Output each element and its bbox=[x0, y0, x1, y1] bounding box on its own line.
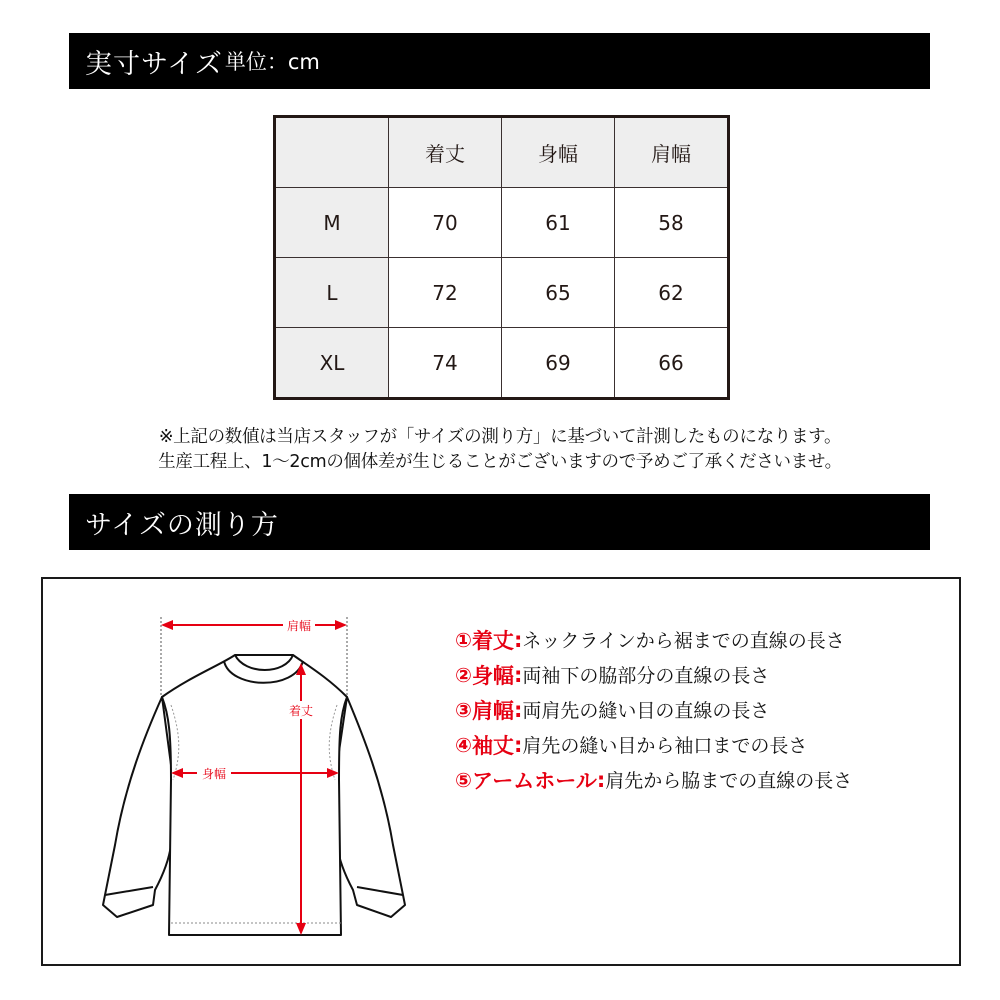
number-badge-icon: ③ bbox=[455, 697, 472, 722]
cell-shoulder: 66 bbox=[615, 328, 729, 399]
legend-key: 着丈 bbox=[471, 628, 514, 653]
length-label: 着丈 bbox=[288, 704, 314, 718]
cell-chest: 65 bbox=[502, 258, 615, 328]
size-section-header bbox=[69, 33, 930, 89]
size-table bbox=[273, 115, 730, 400]
number-badge-icon: ① bbox=[455, 627, 472, 652]
shirt-outline-icon bbox=[103, 655, 405, 935]
measurement-note: ※上記の数値は当店スタッフが「サイズの測り方」に基づいて計測したものになります。 bbox=[158, 427, 842, 447]
legend-description: 肩先から脇までの直線の長さ bbox=[605, 770, 853, 792]
legend-item-shoulder: ③ 肩幅 : 両肩先の縫い目の直線の長さ bbox=[455, 692, 852, 727]
legend-key: アームホール bbox=[471, 768, 597, 793]
cell-shoulder: 62 bbox=[615, 258, 729, 328]
number-badge-icon: ⑤ bbox=[455, 767, 472, 792]
chest-width-label: 身幅 bbox=[201, 767, 227, 781]
unit-label: 単位：cm bbox=[224, 50, 320, 74]
legend-description: 肩先の縫い目から袖口までの長さ bbox=[522, 735, 808, 757]
cell-shoulder: 58 bbox=[615, 188, 729, 258]
legend-item-armhole: ⑤ アームホール : 肩先から脇までの直線の長さ bbox=[455, 762, 852, 797]
legend-item-sleeve: ④ 袖丈 : 肩先の縫い目から袖口までの長さ bbox=[455, 727, 852, 762]
size-label: XL bbox=[275, 328, 389, 399]
legend-key: 身幅 bbox=[471, 663, 514, 688]
cell-length: 74 bbox=[389, 328, 502, 399]
table-row bbox=[275, 188, 729, 258]
legend-key: 肩幅 bbox=[471, 698, 514, 723]
column-header-chest: 身幅 bbox=[502, 117, 615, 188]
shoulder-width-label: 肩幅 bbox=[286, 619, 312, 633]
legend-description: 両肩先の縫い目の直線の長さ bbox=[522, 700, 770, 722]
shirt-diagram bbox=[95, 605, 415, 945]
measurement-legend bbox=[455, 622, 852, 797]
legend-item-length: ① 着丈 : ネックラインから裾までの直線の長さ bbox=[455, 622, 852, 657]
legend-description: ネックラインから裾までの直線の長さ bbox=[522, 630, 845, 652]
cell-length: 72 bbox=[389, 258, 502, 328]
size-label: L bbox=[275, 258, 389, 328]
number-badge-icon: ② bbox=[455, 662, 472, 687]
measure-section-title: サイズの測り方 bbox=[85, 509, 279, 541]
column-header-length: 着丈 bbox=[389, 117, 502, 188]
size-section-title: 実寸サイズ bbox=[85, 48, 223, 80]
legend-key: 袖丈 bbox=[471, 733, 514, 758]
size-label: M bbox=[275, 188, 389, 258]
measure-section-header bbox=[69, 494, 930, 550]
cell-chest: 61 bbox=[502, 188, 615, 258]
shoulder-width-arrow-icon bbox=[161, 616, 347, 634]
table-header-row bbox=[275, 117, 729, 188]
cell-chest: 69 bbox=[502, 328, 615, 399]
number-badge-icon: ④ bbox=[455, 732, 472, 757]
corner-cell bbox=[275, 117, 389, 188]
column-header-shoulder: 肩幅 bbox=[615, 117, 729, 188]
cell-length: 70 bbox=[389, 188, 502, 258]
variance-note: 生産工程上、1〜2cmの個体差が生じることがございますので予めご了承くださいませ。 bbox=[158, 452, 842, 472]
table-row bbox=[275, 258, 729, 328]
legend-item-chest: ② 身幅 : 両袖下の脇部分の直線の長さ bbox=[455, 657, 852, 692]
table-row bbox=[275, 328, 729, 399]
legend-description: 両袖下の脇部分の直線の長さ bbox=[522, 665, 770, 687]
